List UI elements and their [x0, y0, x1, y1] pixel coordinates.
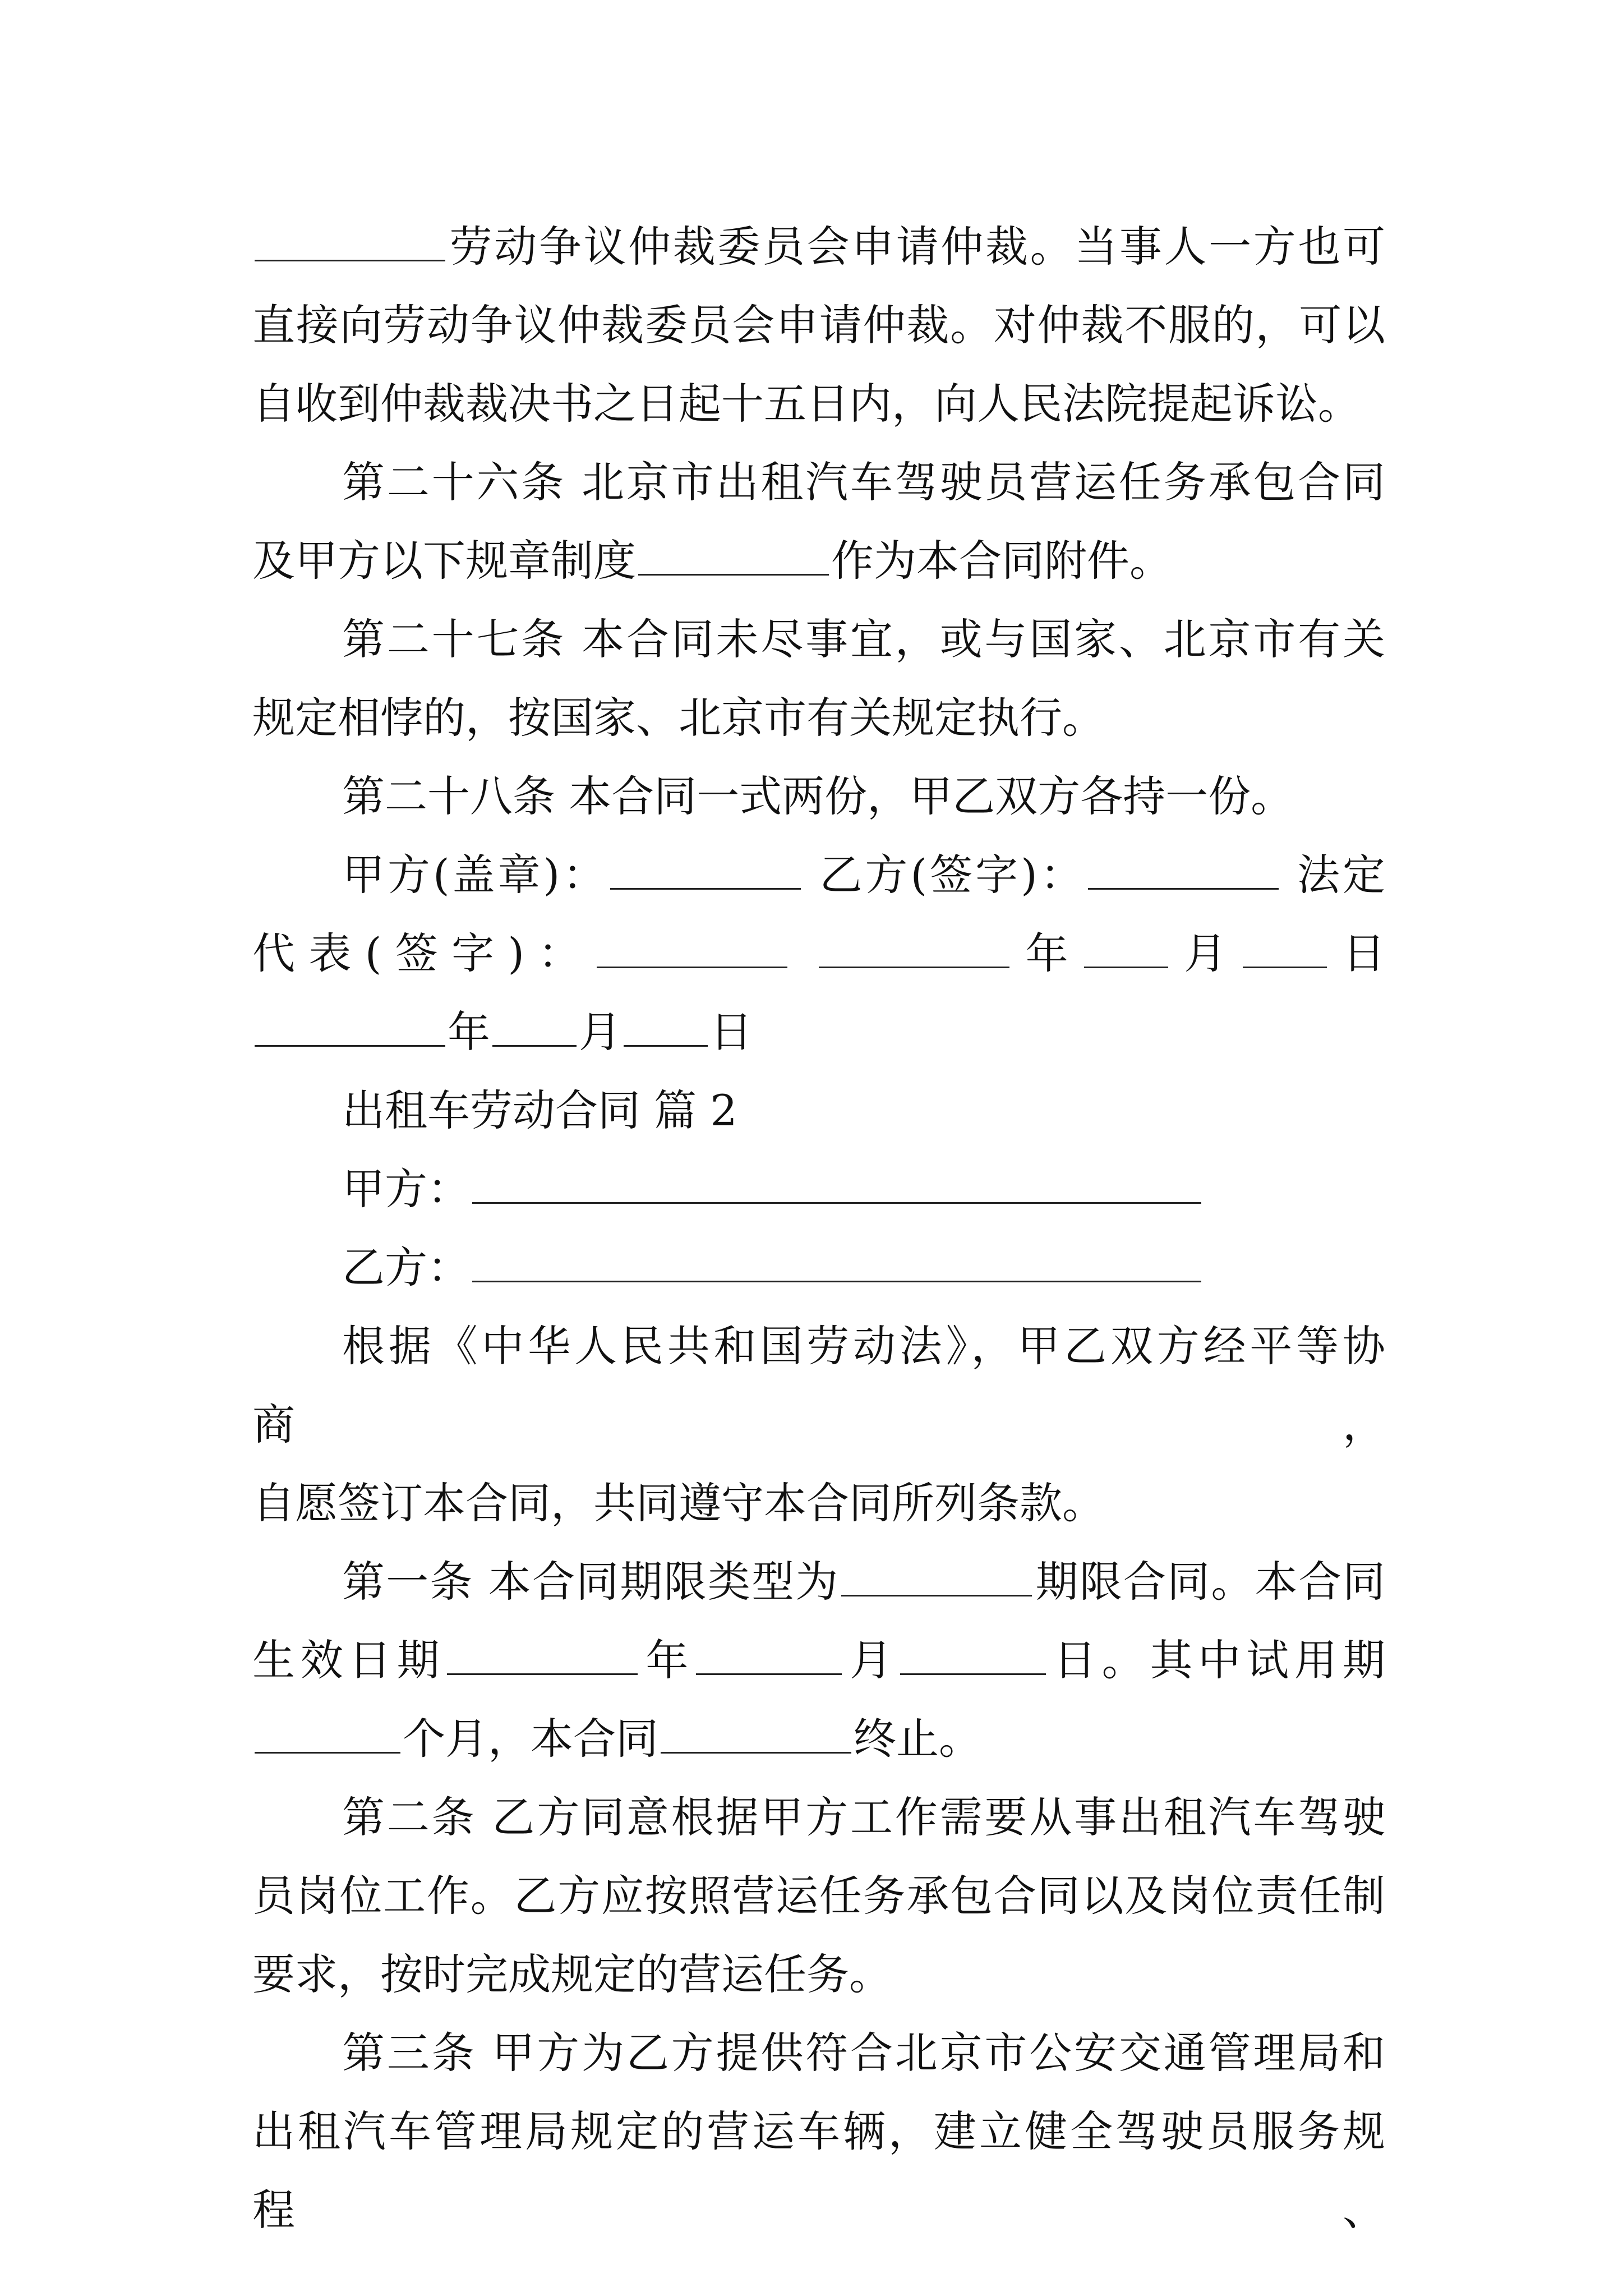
text-line: 及甲方以下规章制度: [252, 536, 636, 586]
article-3-line1: [252, 2014, 1385, 2092]
text-line: 个月，本合同: [403, 1714, 658, 1764]
party-a-seal-blank: [610, 849, 801, 890]
text-line: 出租汽车管理局规定的营运车辆，建立健全驾驶员服务规程、: [252, 2106, 1385, 2235]
article-3-line2: [252, 2092, 1385, 2249]
day-label: 日: [1329, 928, 1386, 978]
year-label: 年: [448, 1007, 490, 1057]
signature-line2: [252, 914, 1385, 993]
text-line: 根据《中华人民共和国劳动法》，甲乙双方经平等协商，: [252, 1321, 1385, 1450]
term-type-blank: [841, 1556, 1032, 1596]
date-day-blank: [624, 1006, 708, 1047]
month-label: 月: [579, 1007, 621, 1057]
legal-rep-blank: [597, 927, 787, 968]
text-line: 自收到仲裁裁决书之日起十五日内，向人民法院提起诉讼。: [252, 379, 1361, 429]
text-line: 员岗位工作。乙方应按照营运任务承包合同以及岗位责任制: [252, 1871, 1385, 1921]
section-title-text: 出租车劳动合同 篇 2: [342, 1085, 737, 1135]
article-26-line2: [252, 522, 1385, 600]
text-line: 终止。: [854, 1714, 981, 1764]
paragraph-arbitration-line3: [252, 365, 1385, 443]
text-line: 劳动争议仲裁委员会申请仲裁。当事人一方也可: [448, 222, 1385, 272]
text-line: 第二十六条 北京市出租汽车驾驶员营运任务承包合同: [342, 457, 1385, 507]
date-day-blank: [1243, 927, 1327, 968]
article-27-line2: [252, 679, 1385, 757]
day-label: 日: [710, 1007, 753, 1057]
party-b-sign-blank: [1088, 849, 1279, 890]
section-title: [252, 1071, 1385, 1150]
party-a-line: [252, 1150, 1385, 1228]
text-line: 日。其中试用期: [1048, 1635, 1386, 1685]
party-b-line: [252, 1228, 1385, 1307]
article-1-line3: [252, 1700, 1385, 1778]
effective-month-blank: [696, 1634, 842, 1675]
blank-field: [638, 535, 829, 576]
probation-blank: [255, 1713, 400, 1754]
termination-blank: [661, 1713, 851, 1754]
year-label: 年: [640, 1635, 694, 1685]
party-b-blank: [472, 1241, 1201, 1282]
party-b-sign-label: 乙方(签字)：: [819, 850, 1086, 900]
legal-rep-label-part1: 法定: [1297, 850, 1386, 900]
text-line: 第一条 本合同期限类型为: [342, 1557, 840, 1607]
text-line: 作为本合同附件。: [831, 536, 1172, 586]
text-line: 第二十七条 本合同未尽事宜，或与国家、北京市有关: [342, 614, 1385, 664]
effective-day-blank: [900, 1634, 1046, 1675]
year-label: 年: [1012, 928, 1082, 978]
date-year-blank: [255, 1006, 445, 1047]
month-label: 月: [1170, 928, 1241, 978]
intro-line2: [252, 1464, 1385, 1543]
article-28: [252, 757, 1385, 836]
intro-line1: [252, 1307, 1385, 1464]
text-line: 直接向劳动争议仲裁委员会申请仲裁。对仲裁不服的，可以: [252, 300, 1385, 350]
document-page: [252, 208, 1385, 2249]
date-month-blank: [492, 1006, 577, 1047]
text-line: 自愿签订本合同，共同遵守本合同所列条款。: [252, 1478, 1105, 1528]
text-line: 第二十八条 本合同一式两份，甲乙双方各持一份。: [342, 771, 1294, 821]
effective-year-blank: [447, 1634, 638, 1675]
article-1-line1: [252, 1543, 1385, 1621]
party-a-seal-label: 甲方(盖章)：: [342, 850, 608, 900]
paragraph-arbitration: [252, 208, 1385, 286]
party-a-label: 甲方：: [342, 1164, 470, 1214]
date-year-blank: [819, 927, 1009, 968]
signature-line1: [252, 836, 1385, 914]
text-line: 要求，按时完成规定的营运任务。: [252, 1949, 892, 1999]
text-line: 第三条 甲方为乙方提供符合北京市公安交通管理局和: [342, 2028, 1385, 2078]
article-2-line1: [252, 1778, 1385, 1857]
text-line: 第二条 乙方同意根据甲方工作需要从事出租汽车驾驶: [342, 1792, 1385, 1842]
text-line: 规定相悖的，按国家、北京市有关规定执行。: [252, 693, 1105, 743]
article-2-line3: [252, 1935, 1385, 2014]
signature-line3: [252, 993, 1385, 1071]
legal-rep-label-part2: 代表(签字)：: [252, 928, 594, 978]
month-label: 月: [844, 1635, 898, 1685]
party-b-label: 乙方：: [342, 1243, 470, 1292]
article-1-line2: [252, 1621, 1385, 1700]
blank-field: [255, 220, 445, 261]
article-27-line1: [252, 600, 1385, 679]
text-line: 期限合同。本合同: [1034, 1557, 1385, 1607]
date-month-blank: [1084, 927, 1168, 968]
text-line: 生效日期: [252, 1635, 445, 1685]
party-a-blank: [472, 1163, 1201, 1204]
article-26-line1: [252, 443, 1385, 522]
article-2-line2: [252, 1857, 1385, 1935]
paragraph-arbitration-line2: [252, 286, 1385, 365]
